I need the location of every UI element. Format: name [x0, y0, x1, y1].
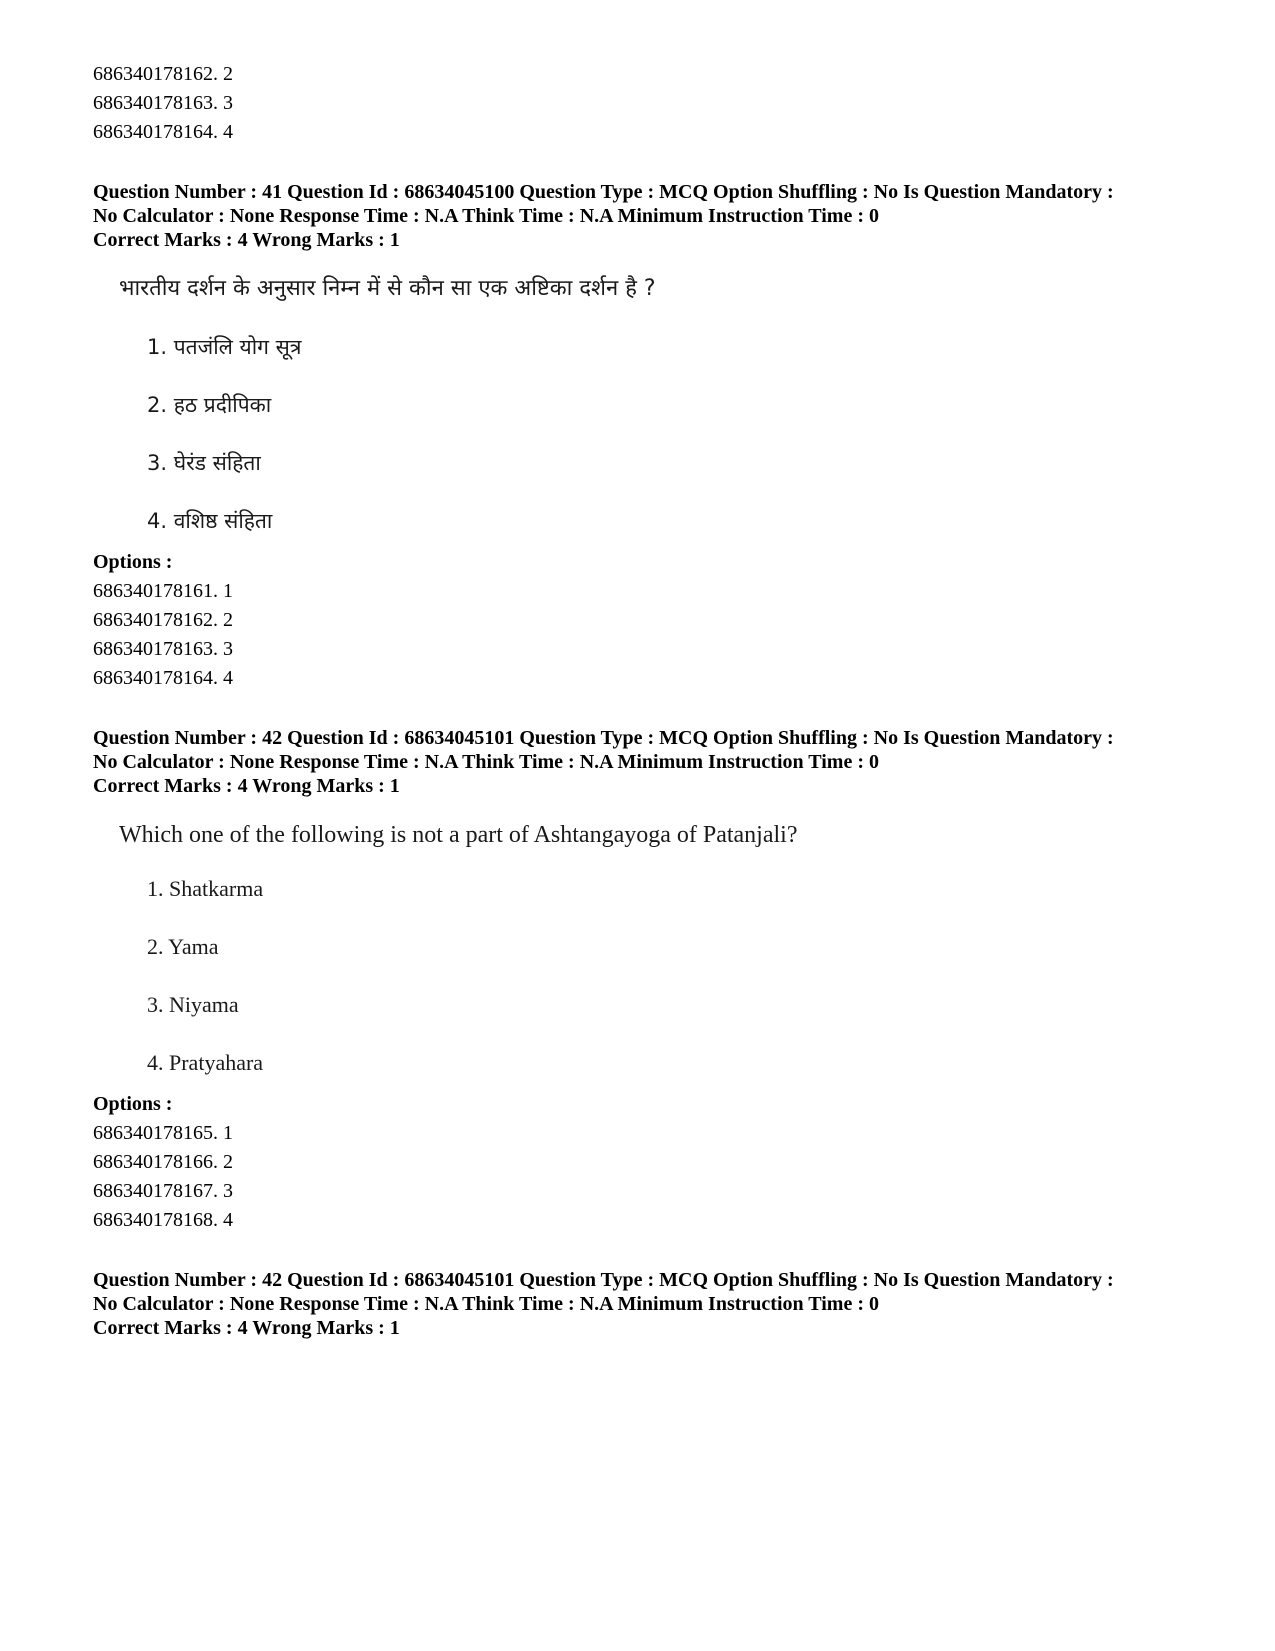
document-page	[93, 60, 1193, 1340]
question-marks: Correct Marks : 4 Wrong Marks : 1	[93, 1317, 400, 1339]
question-choice: 1. Shatkarma	[147, 876, 264, 901]
option-line: 686340178162. 2	[93, 63, 233, 85]
question-meta-line-1: Question Number : 42 Question Id : 68634045101 Question Type : MCQ Option Shuffling : No Is Question Mandatory :	[93, 1269, 1114, 1291]
previous-question-options	[93, 60, 1193, 147]
options-label: Options :	[93, 1093, 173, 1115]
options-label: Options :	[93, 551, 173, 573]
question-choice: 4. Pratyahara	[147, 1050, 264, 1075]
question-image	[119, 820, 1193, 1078]
question-stem: भारतीय दर्शन के अनुसार निम्न में से कौन सा एक अष्टिका दर्शन है ?	[119, 276, 656, 301]
question-choice: 3. घेरंड संहिता	[147, 451, 261, 475]
question-header	[93, 726, 1193, 798]
option-line: 686340178166. 2	[93, 1151, 233, 1173]
question-block-42	[93, 726, 1193, 1235]
option-line: 686340178168. 4	[93, 1209, 233, 1231]
option-line: 686340178162. 2	[93, 609, 233, 631]
question-marks: Correct Marks : 4 Wrong Marks : 1	[93, 229, 400, 251]
question-choice: 3. Niyama	[147, 992, 239, 1017]
question-header	[93, 1268, 1193, 1340]
question-marks: Correct Marks : 4 Wrong Marks : 1	[93, 775, 400, 797]
question-meta-line-1: Question Number : 41 Question Id : 68634045100 Question Type : MCQ Option Shuffling : No Is Question Mandatory :	[93, 181, 1114, 203]
question-choice: 2. Yama	[147, 934, 219, 959]
option-line: 686340178165. 1	[93, 1122, 233, 1144]
question-meta-line-2: No Calculator : None Response Time : N.A Think Time : N.A Minimum Instruction Time : 0	[93, 751, 879, 773]
option-line: 686340178164. 4	[93, 667, 233, 689]
question-image	[119, 274, 1193, 536]
question-choice: 4. वशिष्ठ संहिता	[147, 509, 273, 533]
question-meta-line-1: Question Number : 42 Question Id : 68634045101 Question Type : MCQ Option Shuffling : No Is Question Mandatory :	[93, 727, 1114, 749]
question-block-42-repeat	[93, 1268, 1193, 1340]
option-line: 686340178163. 3	[93, 92, 233, 114]
option-line: 686340178161. 1	[93, 580, 233, 602]
question-choice: 2. हठ प्रदीपिका	[147, 393, 272, 417]
question-stem: Which one of the following is not a part of Ashtangayoga of Patanjali?	[119, 822, 798, 848]
option-line: 686340178167. 3	[93, 1180, 233, 1202]
question-meta-line-2: No Calculator : None Response Time : N.A Think Time : N.A Minimum Instruction Time : 0	[93, 1293, 879, 1315]
question-choice: 1. पतजंलि योग सूत्र	[147, 335, 302, 359]
question-header	[93, 180, 1193, 252]
option-line: 686340178164. 4	[93, 121, 233, 143]
question-meta-line-2: No Calculator : None Response Time : N.A Think Time : N.A Minimum Instruction Time : 0	[93, 205, 879, 227]
question-block-41	[93, 180, 1193, 693]
option-line: 686340178163. 3	[93, 638, 233, 660]
